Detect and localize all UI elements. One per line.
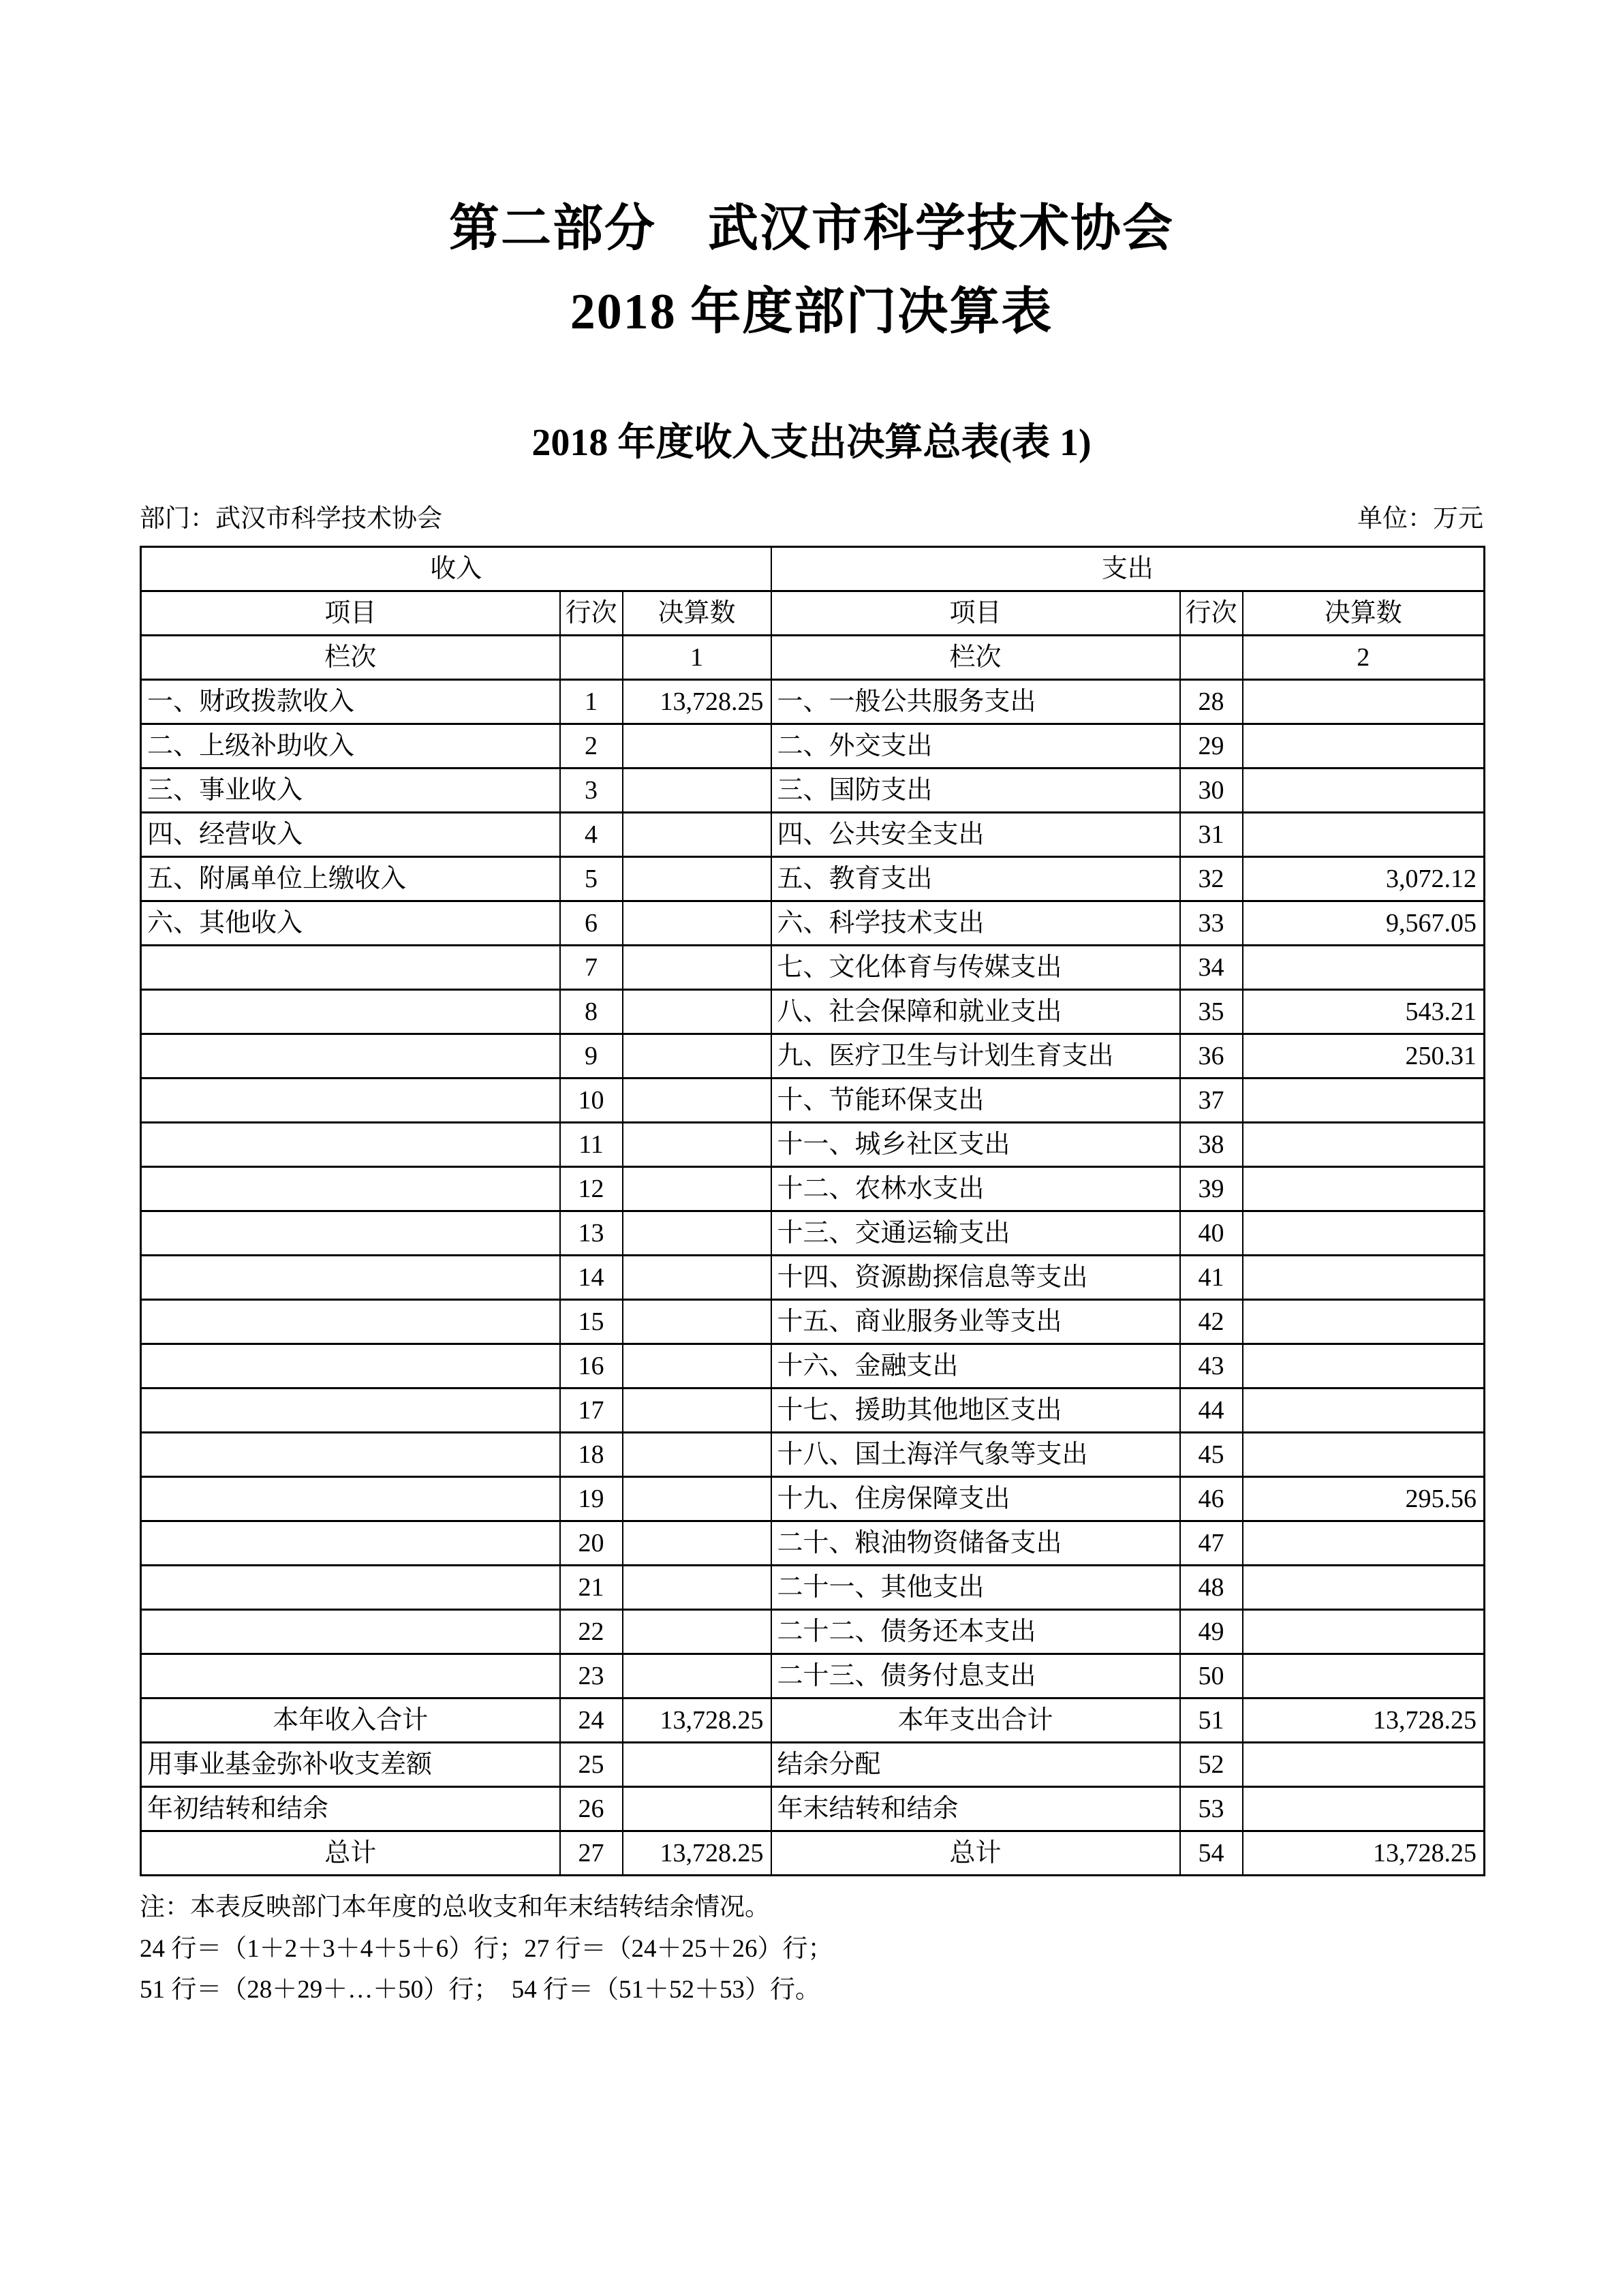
table-row [141, 724, 1485, 768]
expense-amount-cell [1243, 812, 1485, 856]
income-row-no-cell: 7 [560, 945, 623, 989]
income-amount-cell [623, 1565, 771, 1609]
expense-item-cell: 年末结转和结余 [771, 1786, 1180, 1831]
income-amount-cell [623, 1654, 771, 1698]
income-row-no-cell: 15 [560, 1299, 623, 1344]
income-amount-cell [623, 1299, 771, 1344]
income-amount-cell [623, 1255, 771, 1299]
expense-amount-cell: 13,728.25 [1243, 1698, 1485, 1742]
document-title-line2: 2018 年度部门决算表 [570, 283, 1053, 340]
income-row-no-cell: 17 [560, 1388, 623, 1432]
expense-amount-cell [1243, 1654, 1485, 1698]
table-title: 2018 年度收入支出决算总表(表 1) [531, 422, 1092, 465]
expense-item-cell: 八、社会保障和就业支出 [771, 989, 1180, 1034]
income-item-cell [141, 1609, 560, 1654]
department-label: 部门：武汉市科学技术协会 [140, 505, 442, 533]
income-index-empty-cell [560, 635, 623, 679]
income-item-cell: 总计 [141, 1831, 560, 1875]
income-row-no-cell: 16 [560, 1344, 623, 1388]
table-row [141, 856, 1485, 901]
expense-amount-cell [1243, 1742, 1485, 1786]
income-row-no-cell: 13 [560, 1211, 623, 1255]
expense-item-cell: 六、科学技术支出 [771, 901, 1180, 945]
budget-table [140, 546, 1485, 1876]
table-row [141, 1476, 1485, 1521]
income-amount-cell [623, 1609, 771, 1654]
expense-row-no-cell: 34 [1180, 945, 1243, 989]
income-item-cell: 六、其他收入 [141, 901, 560, 945]
expense-amount-cell [1243, 945, 1485, 989]
expense-row-no-cell: 53 [1180, 1786, 1243, 1831]
expense-amount-cell [1243, 1078, 1485, 1122]
expense-amount-cell [1243, 1122, 1485, 1166]
expense-item-cell: 四、公共安全支出 [771, 812, 1180, 856]
expense-row-no-cell: 49 [1180, 1609, 1243, 1654]
income-amount-cell [623, 1476, 771, 1521]
income-item-cell: 四、经营收入 [141, 812, 560, 856]
expense-item-cell: 十二、农林水支出 [771, 1166, 1180, 1211]
expense-amount-cell: 543.21 [1243, 989, 1485, 1034]
expense-amount-cell [1243, 768, 1485, 812]
expense-item-cell: 十、节能环保支出 [771, 1078, 1180, 1122]
expense-row-no-cell: 36 [1180, 1034, 1243, 1078]
expense-row-no-header: 行次 [1180, 591, 1243, 635]
income-item-cell: 用事业基金弥补收支差额 [141, 1742, 560, 1786]
table-row [141, 1388, 1485, 1432]
expense-item-cell: 十三、交通运输支出 [771, 1211, 1180, 1255]
expense-row-no-cell: 28 [1180, 679, 1243, 724]
expense-item-cell: 三、国防支出 [771, 768, 1180, 812]
column-header-row [141, 591, 1485, 635]
expense-amount-cell [1243, 1211, 1485, 1255]
expense-row-no-cell: 46 [1180, 1476, 1243, 1521]
expense-amount-cell: 295.56 [1243, 1476, 1485, 1521]
income-amount-cell [623, 1432, 771, 1476]
income-item-cell [141, 1211, 560, 1255]
expense-item-cell: 本年支出合计 [771, 1698, 1180, 1742]
expense-item-cell: 一、一般公共服务支出 [771, 679, 1180, 724]
income-amount-cell [623, 1521, 771, 1565]
table-row [141, 1654, 1485, 1698]
table-row [141, 1122, 1485, 1166]
income-amount-cell [623, 724, 771, 768]
expense-item-cell: 十六、金融支出 [771, 1344, 1180, 1388]
income-item-cell [141, 1432, 560, 1476]
income-item-cell: 五、附属单位上缴收入 [141, 856, 560, 901]
income-item-cell: 二、上级补助收入 [141, 724, 560, 768]
income-row-no-cell: 6 [560, 901, 623, 945]
footnote-line-2: 24 行＝（1＋2＋3＋4＋5＋6）行；27 行＝（24＋25＋26）行； [140, 1934, 833, 1963]
expense-item-cell: 总计 [771, 1831, 1180, 1875]
expense-item-cell: 二十一、其他支出 [771, 1565, 1180, 1609]
income-item-cell [141, 1521, 560, 1565]
document-title-line1: 第二部分 武汉市科学技术协会 [449, 201, 1174, 257]
expense-row-no-cell: 35 [1180, 989, 1243, 1034]
expense-amount-cell [1243, 1565, 1485, 1609]
table-row [141, 1432, 1485, 1476]
expense-row-no-cell: 39 [1180, 1166, 1243, 1211]
income-row-no-cell: 8 [560, 989, 623, 1034]
table-row [141, 1299, 1485, 1344]
expense-row-no-cell: 50 [1180, 1654, 1243, 1698]
income-item-cell [141, 1299, 560, 1344]
expense-amount-cell: 250.31 [1243, 1034, 1485, 1078]
income-amount-cell [623, 1211, 771, 1255]
income-amount-cell [623, 1388, 771, 1432]
expense-amount-cell: 9,567.05 [1243, 901, 1485, 945]
income-amount-cell [623, 812, 771, 856]
expense-item-cell: 二十、粮油物资储备支出 [771, 1521, 1180, 1565]
section-header-row [141, 546, 1485, 591]
expense-item-cell: 二、外交支出 [771, 724, 1180, 768]
expense-amount-cell [1243, 1521, 1485, 1565]
income-amount-cell: 13,728.25 [623, 1698, 771, 1742]
income-row-no-cell: 9 [560, 1034, 623, 1078]
table-row [141, 1742, 1485, 1786]
expense-amount-cell [1243, 1609, 1485, 1654]
income-row-no-cell: 20 [560, 1521, 623, 1565]
expense-amount-cell [1243, 1786, 1485, 1831]
expense-item-cell: 二十三、债务付息支出 [771, 1654, 1180, 1698]
income-amount-cell [623, 1344, 771, 1388]
expense-amount-header: 决算数 [1243, 591, 1485, 635]
expense-item-cell: 十一、城乡社区支出 [771, 1122, 1180, 1166]
expense-row-no-cell: 41 [1180, 1255, 1243, 1299]
income-row-no-cell: 26 [560, 1786, 623, 1831]
income-item-cell: 一、财政拨款收入 [141, 679, 560, 724]
table-row [141, 1521, 1485, 1565]
table-row [141, 1034, 1485, 1078]
income-row-no-cell: 24 [560, 1698, 623, 1742]
income-row-no-cell: 14 [560, 1255, 623, 1299]
expense-amount-cell [1243, 679, 1485, 724]
column-index-row [141, 635, 1485, 679]
expense-row-no-cell: 31 [1180, 812, 1243, 856]
income-amount-cell [623, 945, 771, 989]
income-index-label: 栏次 [141, 635, 560, 679]
table-row [141, 1166, 1485, 1211]
income-item-cell [141, 1166, 560, 1211]
income-amount-cell [623, 989, 771, 1034]
expense-row-no-cell: 30 [1180, 768, 1243, 812]
income-row-no-cell: 22 [560, 1609, 623, 1654]
expense-index-label: 栏次 [771, 635, 1180, 679]
income-amount-cell [623, 1122, 771, 1166]
expense-item-cell: 七、文化体育与传媒支出 [771, 945, 1180, 989]
income-item-header: 项目 [141, 591, 560, 635]
income-amount-cell [623, 856, 771, 901]
income-index-number: 1 [623, 635, 771, 679]
table-row [141, 1565, 1485, 1609]
expense-item-cell: 十四、资源勘探信息等支出 [771, 1255, 1180, 1299]
table-row [141, 679, 1485, 724]
income-item-cell [141, 1034, 560, 1078]
income-item-cell [141, 1344, 560, 1388]
expense-row-no-cell: 38 [1180, 1122, 1243, 1166]
expense-item-header: 项目 [771, 591, 1180, 635]
table-row [141, 1078, 1485, 1122]
table-row [141, 768, 1485, 812]
income-row-no-cell: 2 [560, 724, 623, 768]
table-row [141, 1211, 1485, 1255]
table-row [141, 1344, 1485, 1388]
income-row-no-cell: 19 [560, 1476, 623, 1521]
expense-amount-cell [1243, 1388, 1485, 1432]
income-item-cell: 年初结转和结余 [141, 1786, 560, 1831]
expense-row-no-cell: 47 [1180, 1521, 1243, 1565]
expense-amount-cell [1243, 1299, 1485, 1344]
expense-row-no-cell: 33 [1180, 901, 1243, 945]
income-item-cell [141, 1078, 560, 1122]
expense-amount-cell [1243, 1344, 1485, 1388]
expense-row-no-cell: 32 [1180, 856, 1243, 901]
expense-row-no-cell: 42 [1180, 1299, 1243, 1344]
expense-row-no-cell: 37 [1180, 1078, 1243, 1122]
footnote-line-3: 51 行＝（28＋29＋…＋50）行； 54 行＝（51＋52＋53）行。 [140, 1976, 820, 2004]
expense-item-cell: 结余分配 [771, 1742, 1180, 1786]
income-row-no-cell: 11 [560, 1122, 623, 1166]
income-item-cell [141, 945, 560, 989]
income-item-cell [141, 1388, 560, 1432]
income-row-no-cell: 4 [560, 812, 623, 856]
expense-item-cell: 九、医疗卫生与计划生育支出 [771, 1034, 1180, 1078]
footnote-line-1: 注：本表反映部门本年度的总收支和年末结转结余情况。 [140, 1893, 770, 1921]
expense-amount-cell [1243, 1166, 1485, 1211]
expense-row-no-cell: 52 [1180, 1742, 1243, 1786]
expense-item-cell: 十七、援助其他地区支出 [771, 1388, 1180, 1432]
income-item-cell [141, 1476, 560, 1521]
income-item-cell [141, 1122, 560, 1166]
income-item-cell [141, 1654, 560, 1698]
expense-row-no-cell: 54 [1180, 1831, 1243, 1875]
income-row-no-cell: 3 [560, 768, 623, 812]
income-amount-cell [623, 1034, 771, 1078]
expense-row-no-cell: 43 [1180, 1344, 1243, 1388]
income-amount-header: 决算数 [623, 591, 771, 635]
income-amount-cell: 13,728.25 [623, 1831, 771, 1875]
expense-row-no-cell: 40 [1180, 1211, 1243, 1255]
income-item-cell [141, 1255, 560, 1299]
unit-label: 单位：万元 [1357, 505, 1483, 533]
table-meta-row [140, 506, 1483, 533]
expense-section-header: 支出 [771, 546, 1485, 591]
income-row-no-cell: 1 [560, 679, 623, 724]
income-amount-cell [623, 1166, 771, 1211]
expense-row-no-cell: 48 [1180, 1565, 1243, 1609]
income-row-no-header: 行次 [560, 591, 623, 635]
income-row-no-cell: 12 [560, 1166, 623, 1211]
expense-amount-cell [1243, 724, 1485, 768]
table-row [141, 945, 1485, 989]
expense-item-cell: 十五、商业服务业等支出 [771, 1299, 1180, 1344]
expense-row-no-cell: 45 [1180, 1432, 1243, 1476]
income-item-cell [141, 1565, 560, 1609]
expense-row-no-cell: 51 [1180, 1698, 1243, 1742]
income-item-cell: 本年收入合计 [141, 1698, 560, 1742]
expense-index-number: 2 [1243, 635, 1485, 679]
income-section-header: 收入 [141, 546, 771, 591]
expense-amount-cell [1243, 1255, 1485, 1299]
expense-item-cell: 二十二、债务还本支出 [771, 1609, 1180, 1654]
income-amount-cell [623, 901, 771, 945]
income-amount-cell [623, 1786, 771, 1831]
table-row [141, 901, 1485, 945]
expense-amount-cell: 13,728.25 [1243, 1831, 1485, 1875]
expense-row-no-cell: 29 [1180, 724, 1243, 768]
table-row [141, 1609, 1485, 1654]
table-row [141, 812, 1485, 856]
expense-index-empty-cell [1180, 635, 1243, 679]
income-amount-cell [623, 1078, 771, 1122]
income-amount-cell [623, 768, 771, 812]
expense-item-cell: 十九、住房保障支出 [771, 1476, 1180, 1521]
income-item-cell [141, 989, 560, 1034]
income-amount-cell [623, 1742, 771, 1786]
income-row-no-cell: 27 [560, 1831, 623, 1875]
table-row [141, 1831, 1485, 1875]
budget-table-body [141, 679, 1485, 1875]
income-row-no-cell: 21 [560, 1565, 623, 1609]
income-row-no-cell: 10 [560, 1078, 623, 1122]
expense-amount-cell [1243, 1432, 1485, 1476]
table-row [141, 1786, 1485, 1831]
income-row-no-cell: 25 [560, 1742, 623, 1786]
table-row [141, 1255, 1485, 1299]
income-row-no-cell: 18 [560, 1432, 623, 1476]
expense-row-no-cell: 44 [1180, 1388, 1243, 1432]
income-amount-cell: 13,728.25 [623, 679, 771, 724]
expense-amount-cell: 3,072.12 [1243, 856, 1485, 901]
income-row-no-cell: 5 [560, 856, 623, 901]
income-item-cell: 三、事业收入 [141, 768, 560, 812]
table-row [141, 989, 1485, 1034]
footnotes [140, 1894, 1483, 2004]
expense-item-cell: 十八、国土海洋气象等支出 [771, 1432, 1180, 1476]
table-row [141, 1698, 1485, 1742]
expense-item-cell: 五、教育支出 [771, 856, 1180, 901]
income-row-no-cell: 23 [560, 1654, 623, 1698]
